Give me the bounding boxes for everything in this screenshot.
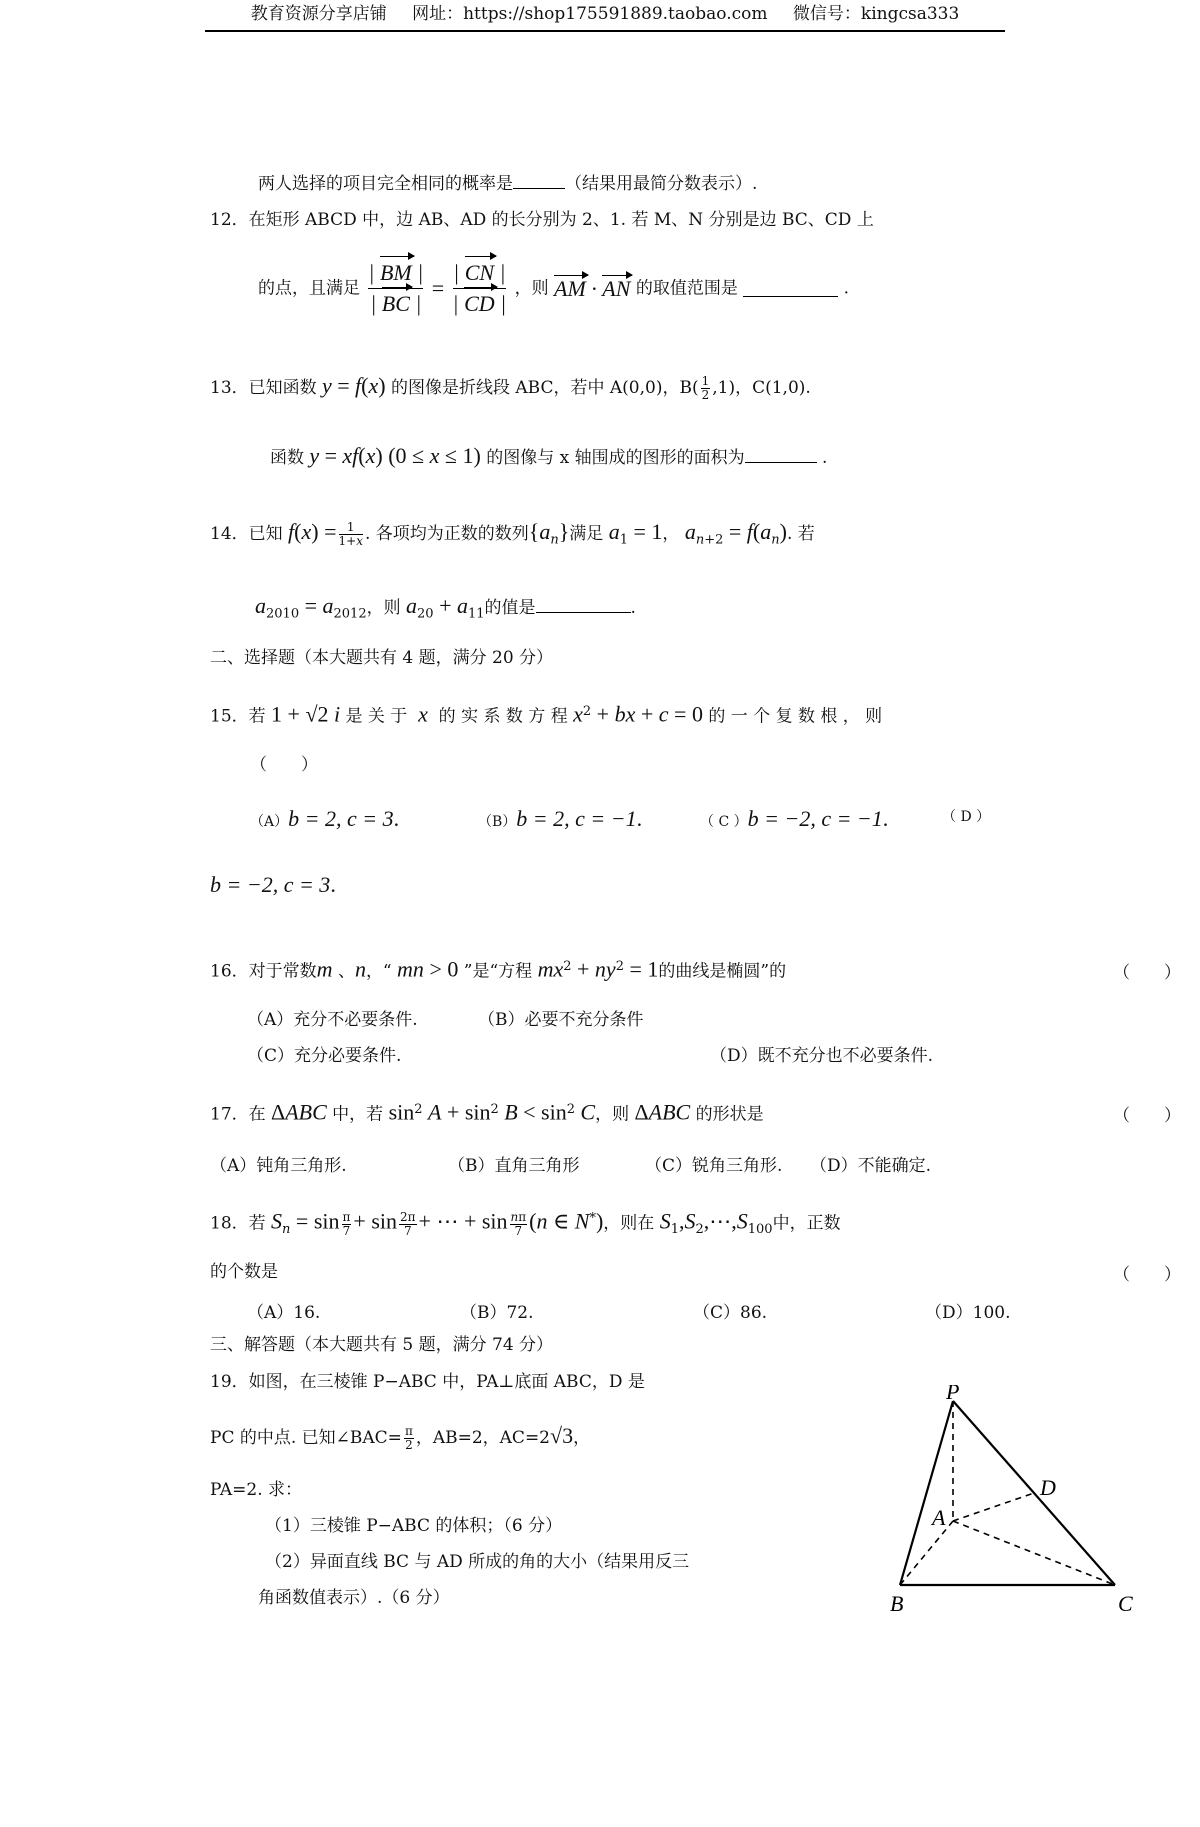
q13-line2: 函数 y = xf(x) (0 ≤ x ≤ 1) 的图像与 x 轴围成的图形的面积为 . [270,443,828,468]
q14-intro: 14．已知 [210,524,283,544]
shop-name: 教育资源分享店铺 [250,4,387,24]
q19-line1: 19．如图，在三棱锥 P−ABC 中，PA⊥底面 ABC，D 是 [210,1372,645,1392]
q16-sep: 、 [337,961,355,982]
q16-eq: ”是“方程 [463,961,533,982]
label-p: P [946,1385,960,1404]
q15-paren: （ ） [250,755,318,775]
q19-part2-line2: 角函数值表示）.（6 分） [258,1588,450,1608]
q17-intro: 17．在 [210,1104,266,1125]
q18-intro: 18．若 [210,1213,266,1234]
edge-ad [953,1493,1034,1521]
q19-line3: PA=2. 求： [210,1480,303,1500]
edge-pb [900,1401,953,1585]
pyramid-diagram [880,1385,1180,1625]
q16-intro: 16．对于常数 [210,961,317,982]
wechat-id: 微信号：kingcsa333 [792,4,960,24]
q16-line1: 16．对于常数m 、n，“ mn > 0 ”是“方程 $mx^2 + ny^2 = 1$的曲线是椭圆”的 [210,956,787,982]
q13-area: 的图像与 x 轴围成的图形的面积为 [486,448,745,468]
q14-if: . 若 [786,524,815,544]
label-a: A [932,1505,946,1530]
option-value: b = 2, c = −1 [516,806,637,831]
q17-paren: （ ） [1113,1106,1181,1126]
label-d: D [1040,1475,1056,1500]
q15-intro: 15．若 [210,706,266,727]
option-value: b = −2, c = 3 [210,872,331,897]
q13-mid: 的图像是折线段 ABC，若中 A(0,0)，B( [391,378,699,398]
q16-ellipse: 的曲线是椭圆”的 [658,961,787,982]
shop-url: 网址：https://shop175591889.taobao.com [412,4,768,24]
q18-option-a[interactable]: （A）16. [247,1303,321,1323]
q13-points: ,1)，C(1,0). [712,378,811,398]
q15-option-d-value[interactable]: b = −2, c = 3. [210,872,336,897]
q19-lengths: ，AB=2，AC=2 [415,1428,551,1448]
answer-blank [513,172,565,189]
recip-fraction: $\frac{1}{1+x}$ [338,520,363,548]
q18-option-b[interactable]: （B）72. [460,1303,534,1323]
option-value: b = −2, c = −1 [747,806,883,831]
half-fraction: $\frac{1}{2}$ [701,374,710,402]
q17-option-a[interactable]: （A）钝角三角形. [210,1156,347,1176]
q14-cond: 满足 [569,524,604,544]
edge-ab [900,1521,953,1585]
q19-part1: （1）三棱锥 P−ABC 的体积；（6 分） [265,1516,563,1536]
q18-option-d[interactable]: （D）100. [925,1303,1011,1323]
q13-func: 函数 [270,448,304,468]
q12-range: 的取值范围是 [635,278,738,299]
label-c: C [1118,1591,1133,1616]
q18-positive: 中，正数 [772,1213,841,1234]
q15-eq: 的 实 系 数 方 程 [438,706,568,727]
q12-line1: 12．在矩形 ABCD 中，边 AB、AD 的长分别为 2、1. 若 M、N 分别是边 BC、CD 上 [210,210,874,230]
q11-prompt: 两人选择的项目完全相同的概率是 [258,174,513,194]
answer-blank [743,280,838,297]
q18-paren: （ ） [1113,1265,1181,1285]
q12-line2: 的点，且满足 $\frac{| BM |}{| BC |}$ = $\frac{| CN |}{| CD |}$ ，则 AM · AN 的取值范围是 . [258,258,849,338]
page-header [205,0,1005,32]
q17-option-d[interactable]: （D）不能确定. [810,1156,932,1176]
option-letter: （ D ） [942,809,991,825]
q15-root: 的 一 个 复 数 根 ， 则 [708,706,883,727]
answer-blank [745,446,817,463]
q13-intro: 13．已知函数 [210,378,317,398]
q17-line1: 17．在 ΔABC 中，若 $\sin^2 A + \sin^2 B < \sin^2 C$，则 ΔABC 的形状是 [210,1099,764,1125]
q15-option-a[interactable]: （A）b = 2, c = 3. [250,806,400,831]
q15-option-b[interactable]: （B）b = 2, c = −1. [478,806,643,831]
q14-comma: ， [662,524,680,544]
q12-then: ，则 [514,278,549,299]
q17-shape: 的形状是 [695,1104,764,1125]
answer-blank [536,596,631,613]
option-value: b = 2, c = 3 [288,806,394,831]
option-letter: （B） [478,814,517,830]
q16-option-d[interactable]: （D）既不充分也不必要条件. [710,1046,934,1066]
option-letter: （A） [250,814,289,830]
q17-option-b[interactable]: （B）直角三角形 [448,1156,580,1176]
q15-line1: 15．若 1 + √2 i 是 关 于 x 的 实 系 数 方 程 $x^2$ + bx + c = 0 的 一 个 复 数 根 ， 则 [210,701,883,727]
q11-text [258,172,757,196]
q12-prefix: 的点，且满足 [258,278,360,299]
q15-about: 是 关 于 [345,706,408,727]
q16-option-c[interactable]: （C）充分必要条件. [247,1046,402,1066]
q16-paren: （ ） [1113,963,1181,983]
section-2-heading: 二、选择题（本大题共有 4 题，满分 20 分） [210,648,554,668]
section-3-heading: 三、解答题（本大题共有 5 题，满分 74 分） [210,1335,554,1355]
q17-if: 中，若 [332,1104,384,1125]
edge-ac [953,1521,1115,1585]
label-b: B [890,1591,904,1616]
q18-then: ，则在 [603,1213,655,1234]
q14-value: 的值是 [484,598,536,618]
q14-line2: $a_{2010} = a_{2012}$，则 $a_{20} + a_{11}$的值是 . [255,593,636,622]
q16-option-b[interactable]: （B）必要不充分条件 [478,1010,644,1030]
q18-line1: 18．若 $S_n = \sin$ $\frac{\pi}{7}$ + sin $\frac{2\pi}{7}$ + ⋯ + sin $\frac{n\pi}{7}$ (n ∈ N*)，则在 $S_1,S_2,\cdots,S_{100}$中，正数 [210,1208,841,1238]
q15-option-c[interactable]: （ C ）b = −2, c = −1. [700,806,889,831]
q11-tail: （结果用最简分数表示）. [565,174,758,194]
q19-line2: PC 的中点. 已知∠BAC= $\frac{\pi}{2}$ ，AB=2，AC=2√3， [210,1423,591,1452]
q14-seq: . 各项均为正数的数列 [364,524,529,544]
q18-line2: 的个数是 [210,1262,278,1282]
q13-line1: 13．已知函数 y = f(x) 的图像是折线段 ABC，若中 A(0,0)，B( $\frac{1}{2}$ ,1)，C(1,0). [210,373,811,402]
cn-cd-fraction: $\frac{| CN |}{| CD |}$ [453,258,507,319]
q19-part2-line1: （2）异面直线 BC 与 AD 所成的角的大小（结果用反三 [265,1552,690,1572]
q14-then: ，则 [366,598,401,618]
q16-quote: ，“ [365,961,392,982]
bm-bc-fraction: $\frac{| BM |}{| BC |}$ [368,258,423,319]
q18-option-c[interactable]: （C）86. [693,1303,768,1323]
q19-comma: ， [573,1428,591,1448]
q16-option-a[interactable]: （A）充分不必要条件. [247,1010,418,1030]
q14-line1: 14．已知 f(x) = $\frac{1}{1+x}$ . 各项均为正数的数列$\{a_n\}$满足 $a_1 = 1$， $a_{n+2} = f(a_n)$. 若 [210,519,815,548]
q17-option-c[interactable]: （C）锐角三角形. [645,1156,783,1176]
q15-option-d-letter[interactable] [942,806,990,826]
option-letter: （ C ） [700,814,748,830]
q19-given: PC 的中点. 已知∠BAC= [210,1428,402,1448]
q17-then: ，则 [595,1104,630,1125]
